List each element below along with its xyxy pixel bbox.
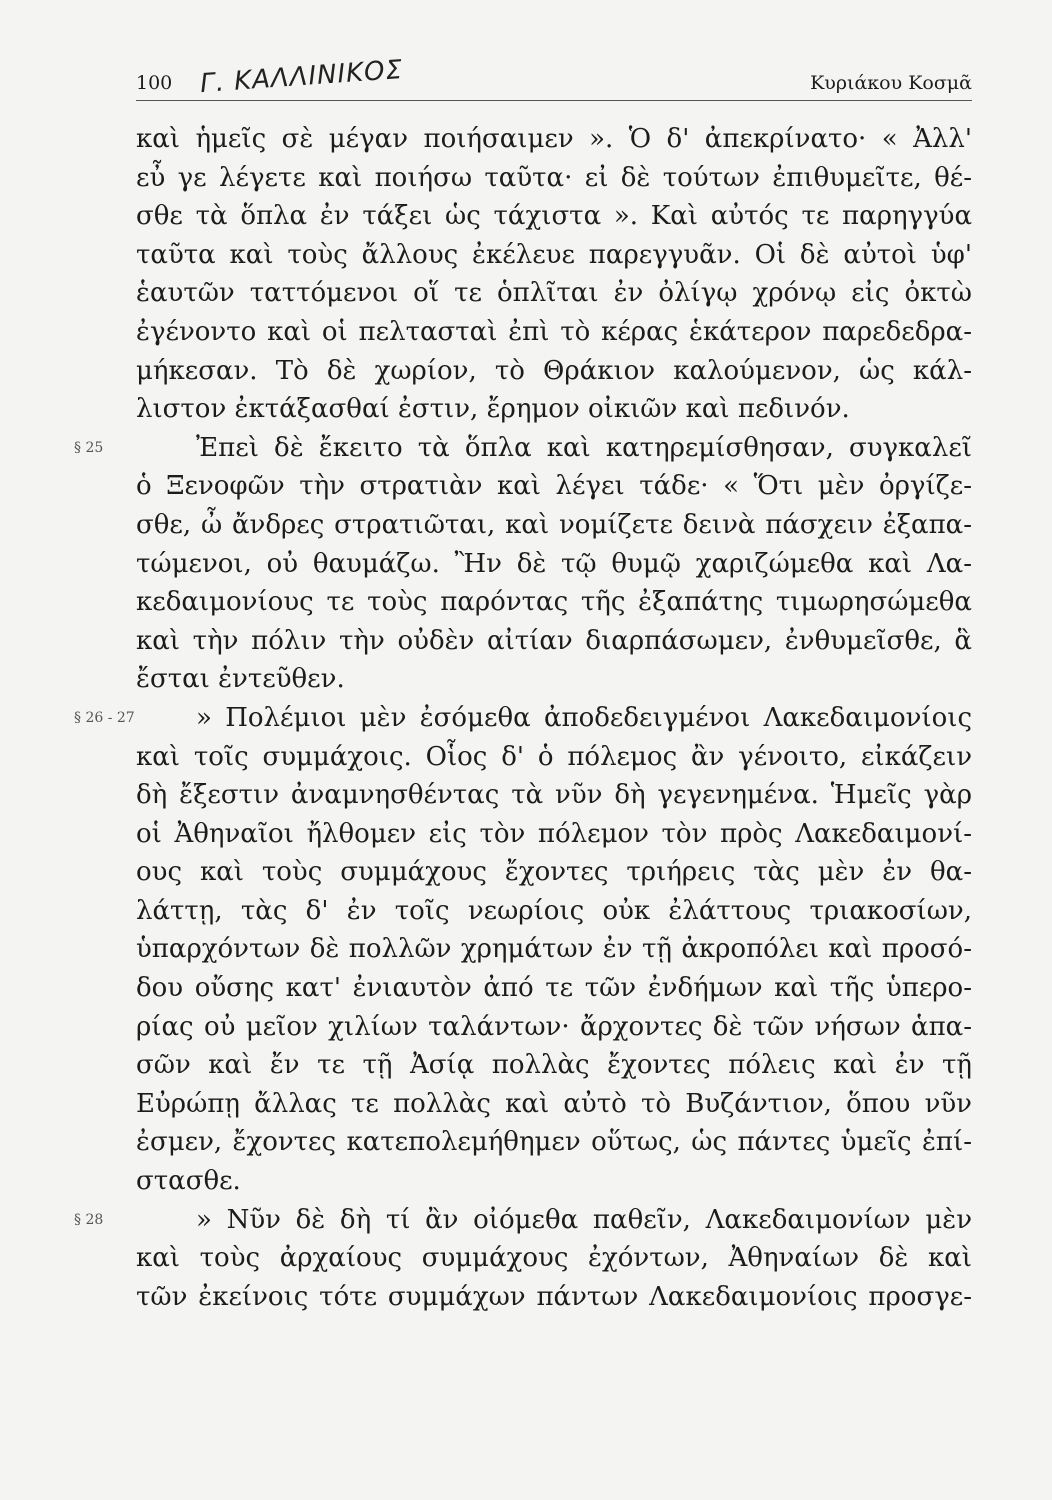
text-line xyxy=(136,506,972,545)
line-text: ρίας οὐ μεῖον χιλίων ταλάντων· ἄρχοντες δὲ τῶν νήσων ἁπα- xyxy=(136,1011,972,1042)
running-head: Κυριάκου Κοσμᾶ xyxy=(810,72,972,94)
text-body xyxy=(74,120,972,1316)
line-text: στασθε. xyxy=(136,1166,241,1197)
line-text: ἐγένοντο καὶ οἱ πελτασταὶ ἐπὶ τὸ κέρας ἑκάτερον παρεδεδρα- xyxy=(136,316,972,347)
line-text: τῶν ἐκείνοις τότε συμμάχων πάντων Λακεδαιμονίοις προσγε- xyxy=(136,1281,972,1312)
text-line xyxy=(74,699,972,738)
line-text: ἐσμεν, ἔχοντες κατεπολεμήθημεν οὕτως, ὡς πάντες ὑμεῖς ἐπί- xyxy=(136,1127,972,1158)
line-text: Ἐπεὶ δὲ ἔκειτο τὰ ὅπλα καὶ κατηρεμίσθησαν, συγκαλεῖ xyxy=(196,432,972,463)
text-line xyxy=(136,776,972,815)
text-line xyxy=(136,1162,972,1201)
page-number: 100 xyxy=(136,72,173,94)
text-line xyxy=(136,622,972,661)
page-header xyxy=(136,54,972,100)
line-text: ὑπαρχόντων δὲ πολλῶν χρημάτων ἐν τῇ ἀκροπόλει καὶ προσό- xyxy=(136,934,972,965)
line-text: ἑαυτῶν ταττόμενοι οἵ τε ὁπλῖται ἐν ὀλίγῳ χρόνῳ εἰς ὀκτὼ xyxy=(136,278,972,309)
text-line xyxy=(136,1239,972,1278)
line-text: δὴ ἔξεστιν ἀναμνησθέντας τὰ νῦν δὴ γεγενημένα. Ἡμεῖς γὰρ xyxy=(136,780,972,811)
section-marker: § 26 - 27 xyxy=(74,709,135,726)
line-text: σθε τὰ ὅπλα ἐν τάξει ὡς τάχιστα ». Καὶ αὐτός τε παρηγγύα xyxy=(136,201,972,232)
section-marker: § 28 xyxy=(74,1211,104,1228)
line-text: καὶ τοῖς συμμάχοις. Οἷος δ' ὁ πόλεμος ἂν γένοιτο, εἰκάζειν xyxy=(136,741,972,772)
text-line xyxy=(74,1201,972,1240)
line-text: ταῦτα καὶ τοὺς ἄλλους ἐκέλευε παρεγγυᾶν. Οἱ δὲ αὐτοὶ ὑφ' xyxy=(136,239,972,270)
text-line xyxy=(136,930,972,969)
text-line xyxy=(74,429,972,468)
line-text: μήκεσαν. Τὸ δὲ χωρίον, τὸ Θράκιον καλούμενον, ὡς κάλ- xyxy=(136,355,972,386)
text-line xyxy=(136,274,972,313)
line-text: οἱ Ἀθηναῖοι ἤλθομεν εἰς τὸν πόλεμον τὸν πρὸς Λακεδαιμονί- xyxy=(136,818,972,849)
line-text: » Πολέμιοι μὲν ἐσόμεθα ἀποδεδειγμένοι Λακεδαιμονίοις xyxy=(196,702,972,733)
line-text: ὁ Ξενοφῶν τὴν στρατιὰν καὶ λέγει τάδε· « Ὅτι μὲν ὀργίζε- xyxy=(136,471,972,502)
text-line xyxy=(136,738,972,777)
text-line xyxy=(136,352,972,391)
line-text: ους καὶ τοὺς συμμάχους ἔχοντες τριήρεις τὰς μὲν ἐν θα- xyxy=(136,857,972,888)
line-text: ἔσται ἐντεῦθεν. xyxy=(136,664,345,695)
line-text: λιστον ἐκτάξασθαί ἐστιν, ἔρημον οἰκιῶν καὶ πεδινόν. xyxy=(136,394,850,425)
text-line xyxy=(136,120,972,159)
line-text: τώμενοι, οὐ θαυμάζω. Ἢν δὲ τῷ θυμῷ χαριζώμεθα καὶ Λα- xyxy=(136,548,972,579)
text-line xyxy=(136,1085,972,1124)
text-line xyxy=(136,892,972,931)
text-line xyxy=(136,1123,972,1162)
line-text: Εὐρώπῃ ἄλλας τε πολλὰς καὶ αὐτὸ τὸ Βυζάντιον, ὅπου νῦν xyxy=(136,1088,972,1119)
line-text: » Νῦν δὲ δὴ τί ἂν οἰόμεθα παθεῖν, Λακεδαιμονίων μὲν xyxy=(196,1204,972,1235)
line-text: καὶ τοὺς ἀρχαίους συμμάχους ἐχόντων, Ἀθηναίων δὲ καὶ xyxy=(136,1243,972,1274)
text-line xyxy=(136,236,972,275)
text-line xyxy=(136,1046,972,1085)
line-text: εὖ γε λέγετε καὶ ποιήσω ταῦτα· εἰ δὲ τούτων ἐπιθυμεῖτε, θέ- xyxy=(136,162,972,193)
line-text: καὶ τὴν πόλιν τὴν οὐδὲν αἰτίαν διαρπάσωμεν, ἐνθυμεῖσθε, ἃ xyxy=(136,625,972,656)
text-line xyxy=(136,197,972,236)
text-line xyxy=(136,969,972,1008)
text-line xyxy=(136,815,972,854)
line-text: καὶ ἡμεῖς σὲ μέγαν ποιήσαιμεν ». Ὁ δ' ἀπεκρίνατο· « Ἀλλ' xyxy=(136,124,972,154)
line-text: δου οὔσης κατ' ἐνιαυτὸν ἀπό τε τῶν ἐνδήμων καὶ τῆς ὑπερο- xyxy=(136,973,972,1004)
text-line xyxy=(136,1008,972,1047)
text-line xyxy=(136,660,972,699)
text-line xyxy=(136,390,972,429)
text-line xyxy=(136,159,972,198)
text-line xyxy=(136,853,972,892)
text-line xyxy=(136,583,972,622)
text-line xyxy=(136,313,972,352)
header-rule xyxy=(136,100,972,101)
text-line xyxy=(136,545,972,584)
line-text: λάττῃ, τὰς δ' ἐν τοῖς νεωρίοις οὐκ ἐλάττους τριακοσίων, xyxy=(136,895,972,926)
line-text: σθε, ὦ ἄνδρες στρατιῶται, καὶ νομίζετε δεινὰ πάσχειν ἐξαπα- xyxy=(136,509,972,540)
text-line xyxy=(136,467,972,506)
section-marker: § 25 xyxy=(74,439,104,456)
handwritten-annotation: Γ. ΚΑΛΛΙΝΙΚΟΣ xyxy=(199,54,404,100)
line-text: σῶν καὶ ἔν τε τῇ Ἀσίᾳ πολλὰς ἔχοντες πόλεις καὶ ἐν τῇ xyxy=(136,1050,972,1081)
line-text: κεδαιμονίους τε τοὺς παρόντας τῆς ἐξαπάτης τιμωρησώμεθα xyxy=(136,587,972,618)
text-line xyxy=(136,1278,972,1317)
